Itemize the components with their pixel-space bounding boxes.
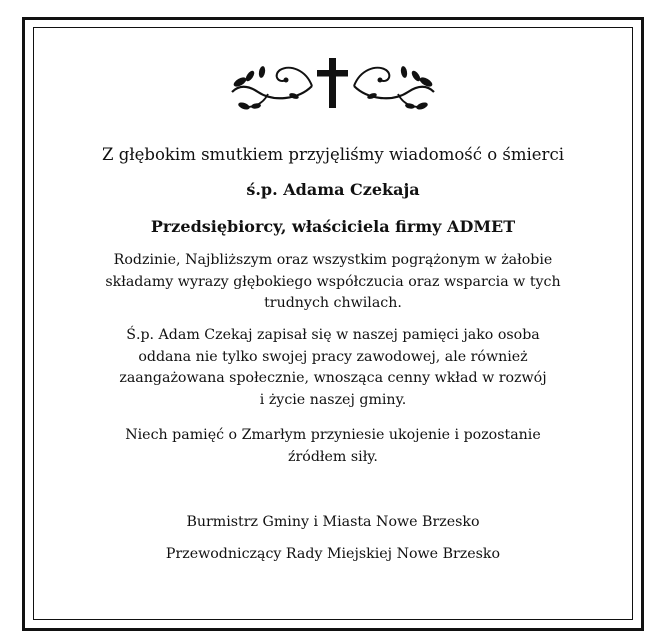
paragraph-line: Ś.p. Adam Czekaj zapisał się w naszej pamięci jako osoba: [126, 327, 540, 343]
paragraph-line: Niech pamięć o Zmarłym przyniesie ukojenie i pozostanie: [125, 427, 541, 443]
paragraph-line: składamy wyrazy głębokiego współczucia oraz wsparcia w tych: [105, 273, 561, 290]
signature-mayor: Burmistrz Gminy i Miasta Nowe Brzesko: [186, 514, 480, 530]
intro-line: Z głębokim smutkiem przyjęliśmy wiadomość o śmierci: [102, 145, 564, 164]
deceased-role: Przedsiębiorcy, właściciela firmy ADMET: [150, 217, 516, 236]
cross-with-floral-flourish-icon: [228, 56, 438, 112]
deceased-name: ś.p. Adama Czekaja: [246, 180, 420, 199]
paragraph-line: trudnych chwilach.: [264, 295, 402, 311]
paragraph-wish: [93, 425, 573, 468]
paragraph-condolences: [93, 250, 573, 315]
paragraph-line: zaangażowana społecznie, wnosząca cenny wkład w rozwój: [119, 370, 547, 386]
paragraph-line: Rodzinie, Najbliższym oraz wszystkim pogrążonym w żałobie: [113, 252, 553, 268]
paragraph-line: i życie naszej gminy.: [259, 391, 407, 408]
paragraph-line: oddana nie tylko swojej pracy zawodowej, ale również: [138, 348, 528, 365]
inner-border: [33, 27, 633, 620]
paragraph-line: źródłem siły.: [288, 448, 378, 465]
signature-council-chair: Przewodniczący Rady Miejskiej Nowe Brzesko: [165, 546, 501, 562]
paragraph-memory: [93, 325, 573, 411]
